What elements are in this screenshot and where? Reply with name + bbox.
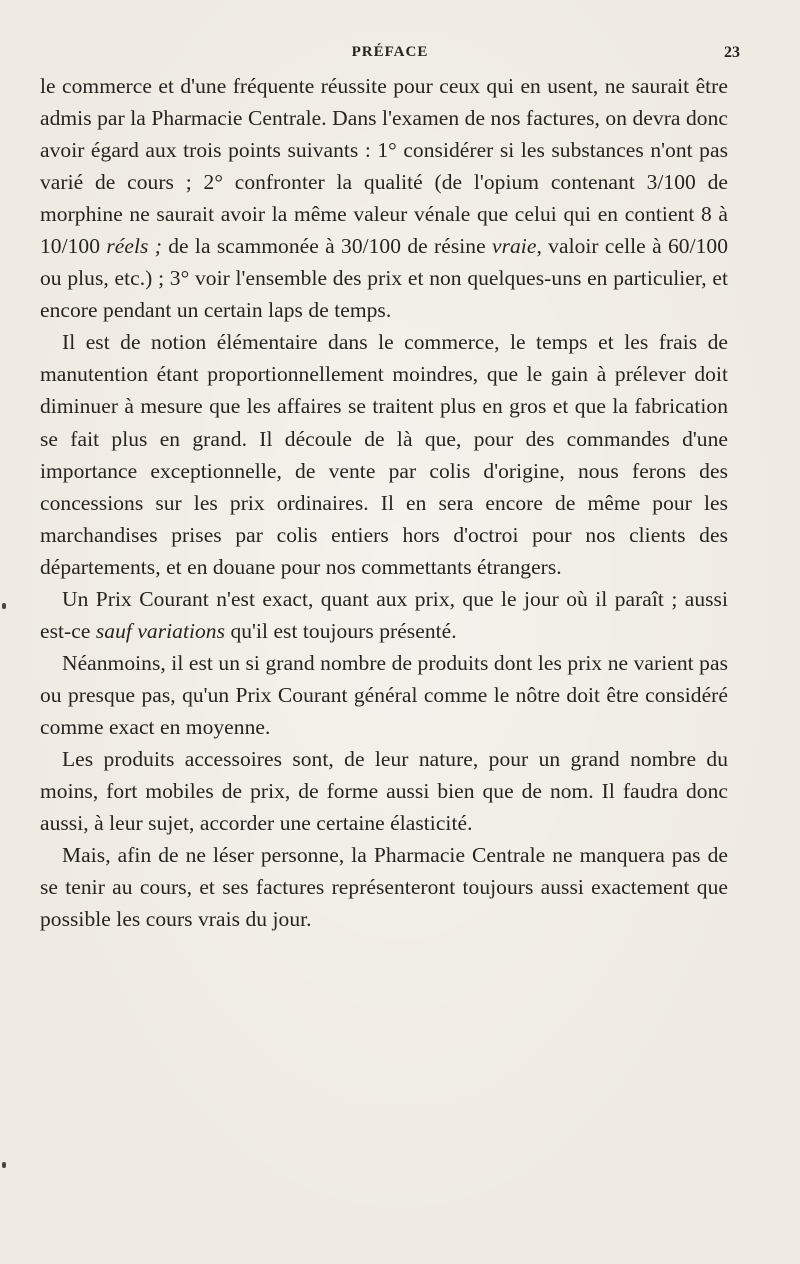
text-segment: , valoir celle à 60/100 ou plus, etc.) ; 3° voir l'ensemble des prix et non quelques-uns en particulier, et encore pendant un certain laps de temps. xyxy=(40,234,728,323)
page-number: 23 xyxy=(724,44,740,61)
text-segment: qu'il est toujours présenté. xyxy=(225,618,457,643)
italic-segment: sauf variations xyxy=(95,618,226,643)
text-segment: le commerce et d'une fréquente réussite pour ceux qui en usent, ne saurait être admis par la Pharmacie Centrale. Dans l'examen de nos factures, on devra donc avoir égard aux trois points suivants : 1° considérer si les substances n'ont pas varié de cours ; 2° confronter la qualité (de l'opium contenant 3/100 de morphine ne saurait avoir la même valeur vénale que celui qui en contient 8 à 10/100 xyxy=(40,74,728,259)
running-title: PRÉFACE xyxy=(351,44,429,60)
paragraph-4 xyxy=(40,647,728,743)
text-segment: Néanmoins, il est un si grand nombre de produits dont les prix ne varient pas ou presque pas, qu'un Prix Courant général comme le nôtre doit être considéré comme exact en moyenne. xyxy=(40,650,728,739)
text-segment: Un Prix Courant n'est exact, quant aux prix, que le jour où il paraît ; aussi est-ce xyxy=(40,586,728,643)
margin-speck xyxy=(2,1162,6,1168)
text-segment: Les produits accessoires sont, de leur nature, pour un grand nombre du moins, fort mobiles de prix, de forme aussi bien que de nom. Il faudra donc aussi, à leur sujet, accorder une certaine élasticité. xyxy=(40,746,728,836)
text-segment: de la scammonée à 30/100 de résine xyxy=(161,234,492,259)
italic-segment: réels ; xyxy=(106,234,162,259)
paragraph-5 xyxy=(40,743,728,839)
running-head xyxy=(40,44,740,68)
paragraph-2 xyxy=(40,326,728,582)
italic-segment: vraie xyxy=(492,234,537,259)
body-text xyxy=(40,70,728,935)
paragraph-1 xyxy=(40,70,728,326)
text-segment: Mais, afin de ne léser personne, la Pharmacie Centrale ne manquera pas de se tenir au cours, et ses factures représenteront toujours aussi exactement que possible les cours vrais du jour. xyxy=(40,843,728,932)
text-segment: Il est de notion élémentaire dans le commerce, le temps et les frais de manutention étant proportionnellement moindres, que le gain à prélever doit diminuer à mesure que les affaires se traitent plus en gros et que la fabrication se fait plus en grand. Il découle de là que, pour des commandes d'une importance exceptionnelle, de vente par colis d'origine, nous ferons des concessions sur les prix ordinaires. Il en sera encore de même pour les marchandises prises par colis entiers hors d'octroi pour nos clients des départements, et en douane pour nos commettants étrangers. xyxy=(40,330,728,579)
paragraph-3 xyxy=(40,583,728,647)
margin-speck xyxy=(2,603,6,609)
paragraph-6 xyxy=(40,839,728,935)
